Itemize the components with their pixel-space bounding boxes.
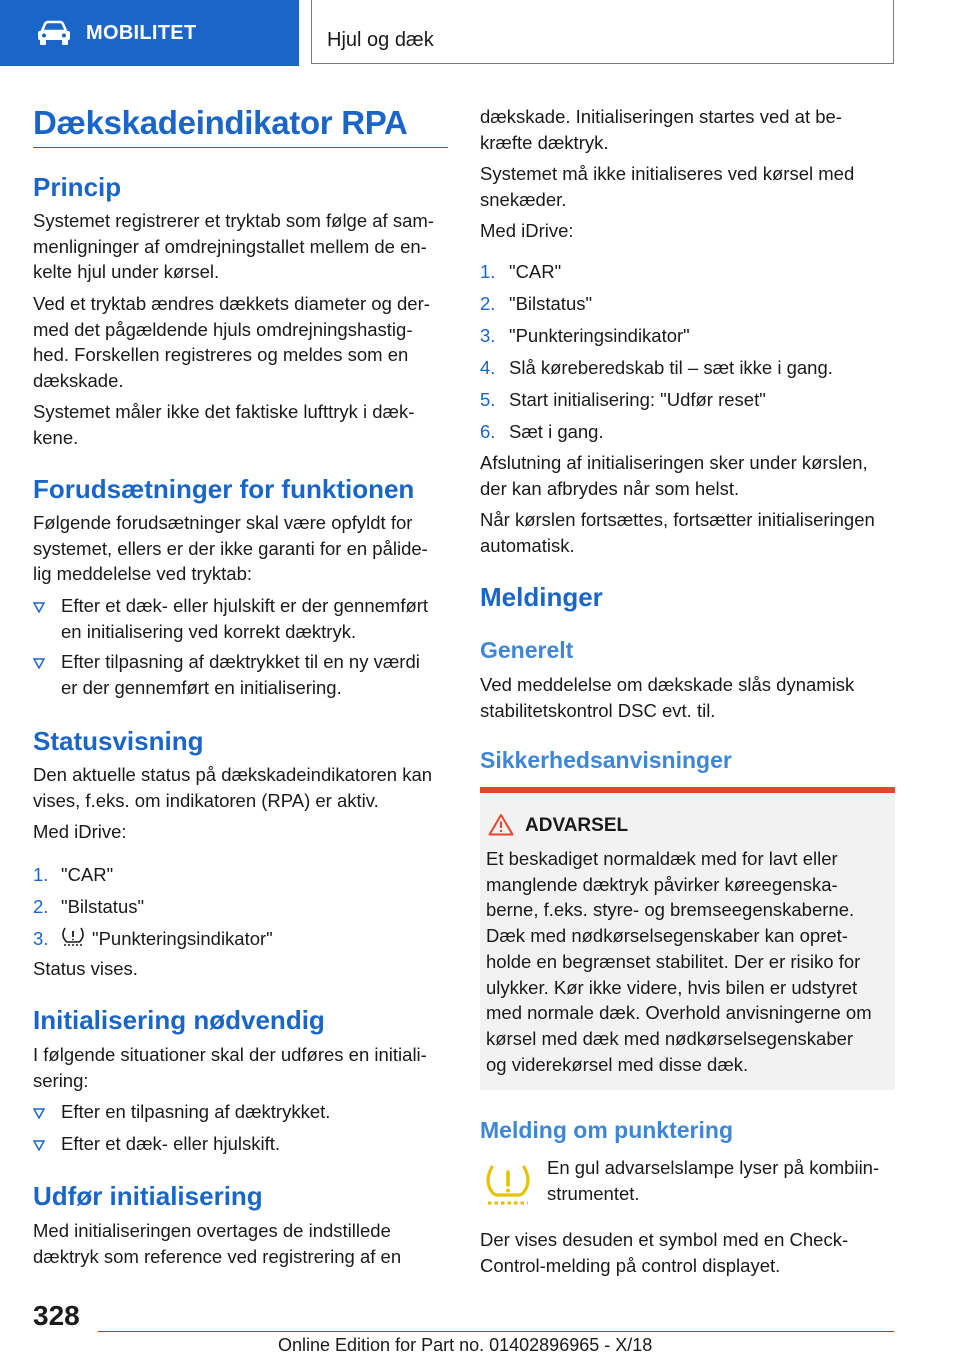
step-text: Slå køreberedskab til – sæt ikke i gang. (509, 357, 833, 378)
step-text: "CAR" (61, 864, 114, 885)
step-number: 1. (480, 261, 496, 282)
bullet-triangle-icon (33, 657, 45, 669)
step-number: 2. (33, 896, 49, 917)
fortsaettes-paragraph: Når kørslen fortsættes, fortsætter initialiseringen automatisk. (480, 509, 875, 556)
car-icon (36, 20, 72, 46)
status-idrive-label: Med iDrive: (33, 821, 127, 842)
page-title: Dækskadeindikator RPA (33, 104, 408, 141)
page-number: 328 (33, 1300, 80, 1331)
snekaeder-paragraph: Systemet må ikke initialiseres ved kørsel med snekæder. (480, 163, 855, 210)
step-number: 1. (33, 864, 49, 885)
step-number: 2. (480, 293, 496, 314)
heading-statusvisning: Statusvisning (33, 726, 204, 756)
step-number: 5. (480, 389, 496, 410)
heading-udfor-initialisering: Udfør initialisering (33, 1181, 263, 1211)
tire-pressure-icon (60, 926, 86, 948)
step-text: "CAR" (509, 261, 562, 282)
idrive-label: Med iDrive: (480, 220, 574, 241)
warning-title: ADVARSEL (525, 815, 629, 836)
princip-paragraph-1: Systemet registrerer et tryktab som følge af sam- menligninger af omdrejningstallet mellem de en- kelte hjul under kørsel. (33, 210, 434, 283)
footer-rule (98, 1331, 894, 1332)
list-item: Efter en tilpasning af dæktrykket. (61, 1101, 331, 1122)
init-paragraph: I følgende situationer skal der udføres en initiali- sering: (33, 1044, 427, 1091)
heading-initialisering-nodvendig: Initialisering nødvendig (33, 1005, 325, 1035)
udfor-continued: dækskade. Initialiseringen startes ved at be- kræfte dæktryk. (480, 106, 842, 153)
forud-paragraph: Følgende forudsætninger skal være opfyldt for systemet, ellers er der ikke garanti for en pålide- lig meddelelse ved tryktab: (33, 512, 428, 585)
edition-text: Online Edition for Part no. 01402896965 - X/18 (278, 1335, 653, 1355)
step-text: "Punkteringsindikator" (92, 928, 273, 949)
section-tab[interactable] (0, 0, 299, 66)
warning-triangle-icon (488, 813, 514, 836)
title-rule (33, 147, 448, 148)
status-paragraph: Den aktuelle status på dækskadeindikatoren kan vises, f.eks. om indikatoren (RPA) er aktiv. (33, 764, 433, 811)
step-number: 4. (480, 357, 496, 378)
warning-box (480, 787, 895, 1090)
warning-bar (480, 787, 895, 793)
princip-paragraph-2: Ved et tryktab ændres dækkets diameter og der- med det pågældende hjuls omdrejningshastig- hed. Forskellen registreres og meldes som en dækskade. (33, 293, 430, 392)
generelt-paragraph: Ved meddelelse om dækskade slås dynamisk stabilitetskontrol DSC evt. til. (480, 674, 855, 721)
punktering-lamp-text: En gul advarselslampe lyser på kombiin- strumentet. (547, 1157, 880, 1204)
step-number: 3. (480, 325, 496, 346)
step-text: "Punkteringsindikator" (509, 325, 690, 346)
list-item: Efter et dæk- eller hjulskift er der gennemført en initialisering ved korrekt dæktryk. (61, 595, 429, 642)
step-text: Sæt i gang. (509, 421, 604, 442)
list-item: Efter tilpasning af dæktrykket til en ny værdi er der gennemført en initialisering. (61, 651, 420, 698)
bullet-triangle-icon (33, 1107, 45, 1119)
princip-paragraph-3: Systemet måler ikke det faktiske lufttryk i dæk- kene. (33, 401, 415, 448)
udfor-paragraph: Med initialiseringen overtages de indstillede dæktryk som reference ved registrering af en (33, 1220, 402, 1267)
heading-meldinger: Meldinger (480, 582, 603, 612)
heading-sikkerhedsanvisninger: Sikkerhedsanvisninger (480, 747, 732, 773)
heading-generelt: Generelt (480, 637, 574, 663)
heading-forudsaetninger: Forudsætninger for funktionen (33, 474, 415, 504)
step-number: 3. (33, 928, 49, 949)
tire-pressure-warning-icon (482, 1163, 534, 1209)
bullet-triangle-icon (33, 601, 45, 613)
step-text: "Bilstatus" (61, 896, 145, 917)
bullet-triangle-icon (33, 1139, 45, 1151)
chapter-header (311, 0, 894, 64)
chapter-label: Hjul og dæk (327, 29, 434, 51)
warning-text: Et beskadiget normaldæk med for lavt eller manglende dæktryk påvirker køreegenska- berne, f.eks. styre- og bremseegenskaberne. Dæk med nødkørselsegenskaber kan opret- holde en begrænset stabilitet. Der er risiko for ulykker. Kør ikke videre, hvis bilen er udstyret med normale dæk. Overhold anvisningerne om kørsel med dæk med nødkørselsegenskaber og viderekørsel med disse dæk. (486, 848, 872, 1075)
step-text: Start initialisering: "Udfør reset" (509, 389, 766, 410)
heading-melding-om-punktering: Melding om punktering (480, 1117, 733, 1143)
status-result: Status vises. (33, 958, 138, 979)
afslutning-paragraph: Afslutning af initialiseringen sker under kørslen, der kan afbrydes når som helst. (480, 452, 868, 499)
step-text: "Bilstatus" (509, 293, 593, 314)
heading-princip: Princip (33, 172, 122, 202)
list-item: Efter et dæk- eller hjulskift. (61, 1133, 280, 1154)
step-number: 6. (480, 421, 496, 442)
punktering-check-control-text: Der vises desuden et symbol med en Check- Control-melding på control displayet. (480, 1229, 849, 1276)
section-label: MOBILITET (86, 21, 197, 44)
